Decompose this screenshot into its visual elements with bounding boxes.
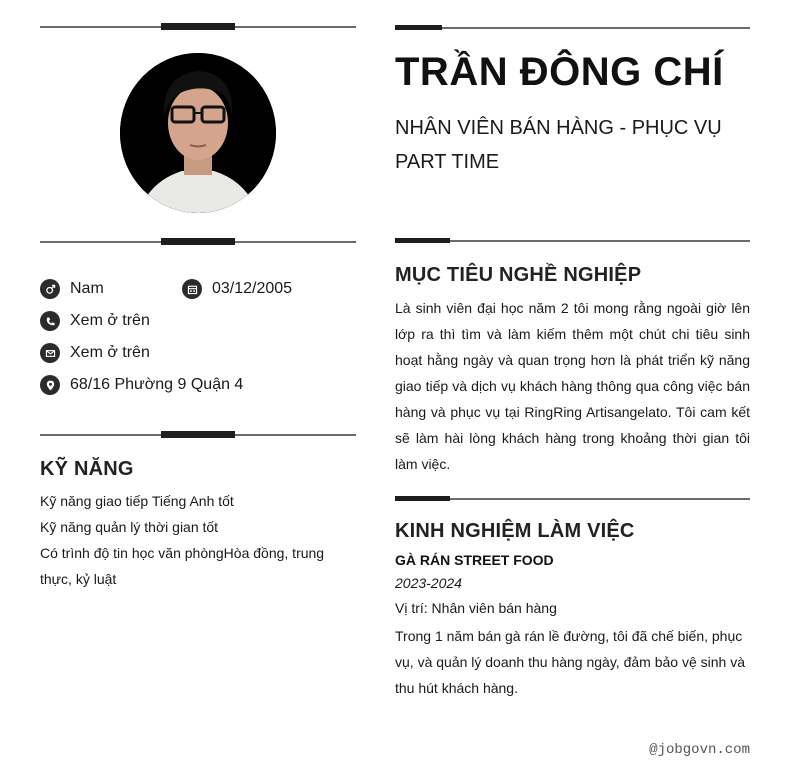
phone-icon [40, 311, 60, 331]
experience-description: Trong 1 năm bán gà rán lề đường, tôi đã chế biến, phục vụ, và quản lý doanh thu hàng ngày, đảm bảo vệ sinh và thu hút khách hàng. [395, 628, 745, 696]
birthdate-row [182, 279, 292, 299]
birthdate-value: 03/12/2005 [212, 280, 293, 297]
avatar-photo [120, 53, 276, 213]
address-value: 68/16 Phường 9 Quận 4 [70, 376, 244, 393]
mail-icon [40, 343, 60, 363]
avatar [120, 53, 276, 213]
skill-item: Kỹ năng giao tiếp Tiếng Anh tốt [40, 493, 234, 509]
email-value: Xem ở trên [70, 344, 150, 361]
gender-value: Nam [70, 280, 104, 297]
skills-title: KỸ NĂNG [40, 458, 134, 480]
phone-value: Xem ở trên [70, 312, 150, 329]
candidate-name: TRẦN ĐÔNG CHÍ [395, 50, 724, 94]
email-row [40, 343, 150, 363]
address-row [40, 375, 243, 395]
work-position: Vị trí: Nhân viên bán hàng [395, 600, 557, 616]
skills-divider [40, 431, 356, 439]
work-period: 2023-2024 [395, 575, 462, 591]
gender-row [40, 279, 104, 299]
gender-icon [40, 279, 60, 299]
top-left-divider [40, 23, 356, 31]
top-right-divider [395, 25, 750, 31]
skills-list [40, 488, 340, 592]
experience-divider [395, 496, 750, 502]
job-title: NHÂN VIÊN BÁN HÀNG - PHỤC VỤ PART TIME [395, 117, 722, 173]
phone-row [40, 311, 150, 331]
objective-title: MỤC TIÊU NGHỀ NGHIỆP [395, 264, 642, 286]
calendar-icon [182, 279, 202, 299]
objective-text: Là sinh viên đại học năm 2 tôi mong rằng ngoài giờ lên lớp ra thì tìm và làm kiếm thêm một chút chi tiêu sinh hoạt hằng ngày và quan trọng hơn là phát triển kỹ năng giao tiếp và dịch vụ khách hàng thông qua công việc bán hàng và phục vụ tại RingRing Artisangelato. Tôi cam kết sẽ làm hài lòng khách hàng trong khoảng thời gian tôi làm việc. [395, 300, 750, 472]
skill-item: Kỹ năng quản lý thời gian tốt [40, 519, 219, 535]
footer-credit: @jobgovn.com [649, 742, 750, 758]
company-name: GÀ RÁN STREET FOOD [395, 552, 554, 568]
skill-item: Có trình độ tin học văn phòngHòa đồng, trung thực, kỷ luật [40, 545, 325, 587]
experience-title: KINH NGHIỆM LÀM VIỆC [395, 520, 635, 542]
location-pin-icon [40, 375, 60, 395]
mid-left-divider [40, 238, 356, 246]
objective-divider [395, 238, 750, 244]
